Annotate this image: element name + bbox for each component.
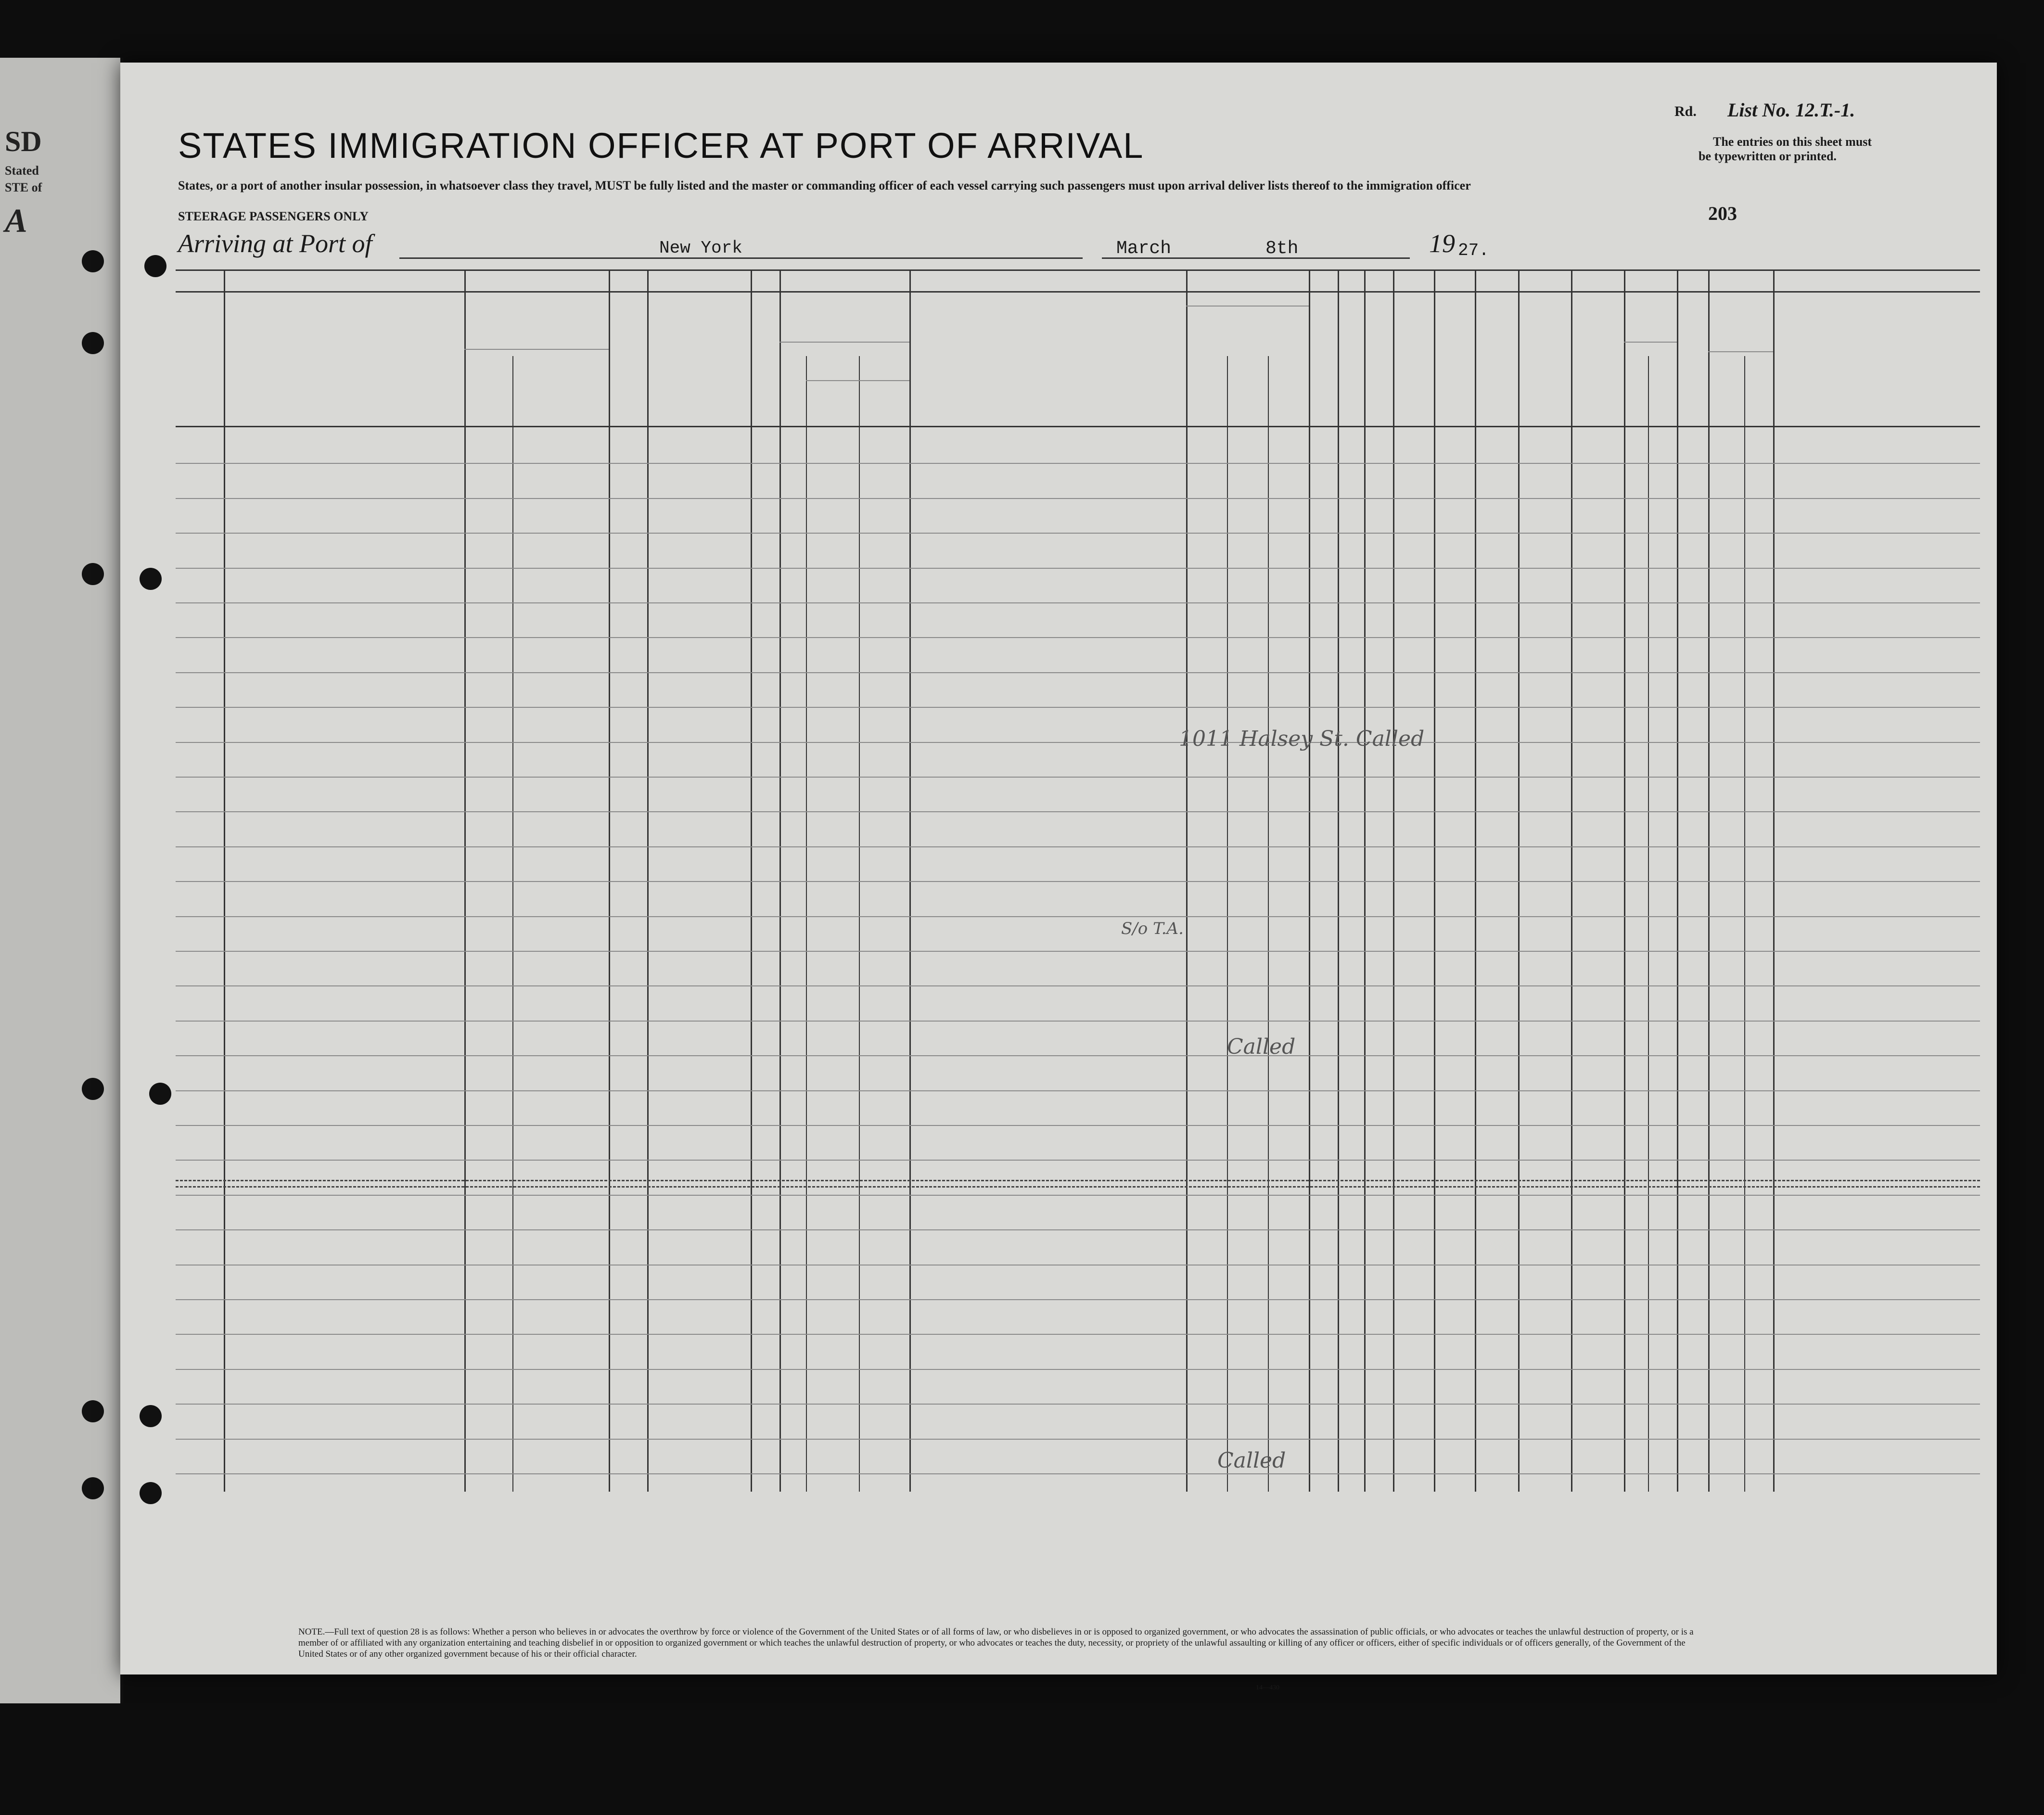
row-rule <box>176 1195 1980 1196</box>
manifest-table <box>176 269 1980 1492</box>
header-prison <box>1311 298 1335 423</box>
column-rule <box>609 269 610 1492</box>
arriving-label: Arriving at Port of <box>178 229 372 258</box>
column-rule <box>1434 269 1435 1492</box>
footer-note: NOTE.—Full text of question 28 is as follows: Whether a person who believes in or advocates the overthrow by force or violence of the Government of the United States or of all forms of law, or who disbelieves in or is opposed to organized government, or who advocates the assassination of public officials, or who advocates or teaches the unlawful destruction of property, or is a member of or affiliated with any organization entertaining and teaching disbelief in or opposition to organized government or which teaches the unlawful destruction of property, or who advocates or teaches the duty, necessity, or propriety of the unlawful assaulting or killing of any officer or officers, either of specific individuals or of officers generally, of the Government of the United States or of any other organized government because of his or their official character. <box>298 1627 1694 1659</box>
row-rule <box>176 951 1980 952</box>
binding-hole <box>82 332 104 354</box>
row-rule <box>176 846 1980 847</box>
previous-page-strip <box>0 58 123 1703</box>
row-rule <box>176 1055 1980 1056</box>
header-inches <box>1650 380 1670 423</box>
arrival-line <box>178 224 1489 262</box>
margin-ste-of: STE of <box>5 180 42 194</box>
column-rule <box>1309 269 1310 1492</box>
passenger-class: STEERAGE PASSENGERS ONLY <box>178 209 369 223</box>
list-number: List No. 12.T.-1. <box>1727 99 1855 121</box>
header-ticket <box>616 298 640 423</box>
page-title: STATES IMMIGRATION OFFICER AT PORT OF ARRIVAL <box>178 126 1144 166</box>
column-number-rule <box>176 291 1980 293</box>
binding-hole <box>140 568 162 590</box>
header-deported <box>1477 298 1513 423</box>
row-rule <box>176 742 1980 743</box>
row-rule <box>176 1160 1980 1161</box>
row-rule <box>176 637 1980 638</box>
row-rule <box>176 916 1980 917</box>
column-rule <box>1773 269 1775 1492</box>
typewritten-note-2: be typewritten or printed. <box>1699 149 1837 163</box>
column-rule <box>647 269 649 1492</box>
column-rule <box>1364 269 1366 1492</box>
column-rule <box>1677 269 1678 1492</box>
arrival-month: March <box>1116 238 1172 259</box>
row-rule <box>176 1439 1980 1440</box>
group-separator <box>176 1180 1980 1188</box>
list-rd: Rd. <box>1674 103 1697 119</box>
row-rule <box>176 602 1980 603</box>
header-offer-solicitation <box>1436 298 1472 423</box>
row-rule <box>176 1369 1980 1370</box>
row-rule <box>176 1090 1980 1091</box>
margin-sd: SD <box>5 126 42 157</box>
column-rule <box>1571 269 1572 1492</box>
binding-hole <box>82 1477 104 1499</box>
row-rule <box>176 463 1980 464</box>
sub-column-rule <box>806 356 807 1492</box>
sub-column-rule <box>1268 356 1269 1492</box>
column-rule <box>1338 269 1339 1492</box>
header-return-country <box>1191 313 1225 423</box>
header-fifty-dollars <box>755 298 775 423</box>
header-feet <box>1626 380 1646 423</box>
handwritten-note-row18: Called <box>1227 1035 1296 1059</box>
row-rule <box>176 533 1980 534</box>
color-rule <box>1708 351 1773 352</box>
binding-hole <box>82 563 104 585</box>
header-become-citizen <box>1273 313 1306 423</box>
binding-hole <box>144 255 166 277</box>
margin-stated: Stated <box>5 164 39 178</box>
row-rule <box>176 1334 1980 1335</box>
column-rule <box>1186 269 1188 1492</box>
row-rule <box>176 1404 1980 1405</box>
header-anarchist <box>1368 298 1390 423</box>
row-rule <box>176 498 1980 499</box>
sub-column-rule <box>1227 356 1228 1492</box>
row-rule <box>176 1021 1980 1022</box>
header-overthrow <box>1395 298 1431 423</box>
row-rule <box>176 777 1980 778</box>
binding-hole <box>140 1405 162 1427</box>
row-rule <box>176 1229 1980 1230</box>
row-rule <box>176 1299 1980 1300</box>
before-us-rule <box>779 342 909 343</box>
manifest-page <box>120 63 1997 1691</box>
arrival-port: New York <box>659 238 742 258</box>
column-rule <box>464 269 466 1492</box>
page-subtitle: States, or a port of another insular possession, in whatsoever class they travel, MUST be fully listed and the master or commanding officer of each vessel carrying such passengers must upon arrival deliver lists thereof to the immigration officer <box>178 179 1471 192</box>
typewritten-note-1: The entries on this sheet must <box>1713 135 1872 149</box>
arrival-year-prefix: 19 <box>1429 229 1455 258</box>
row-rule <box>176 568 1980 569</box>
sub-column-rule <box>1744 356 1745 1492</box>
height-rule <box>1624 342 1677 343</box>
column-rule <box>1708 269 1710 1492</box>
arrival-day: 8th <box>1265 238 1299 259</box>
column-rule <box>1624 269 1625 1492</box>
header-polygamist <box>1340 298 1362 423</box>
row-rule <box>176 1125 1980 1126</box>
sub-column-rule <box>859 356 860 1492</box>
binding-hole <box>140 1482 162 1504</box>
sub-column-rule <box>512 356 513 1492</box>
purpose-rule <box>1186 306 1309 307</box>
row-rule <box>176 811 1980 812</box>
arrival-year-suffix: 27. <box>1458 241 1489 260</box>
sub-column-rule <box>1648 356 1649 1492</box>
form-number: 14—430 <box>1256 1684 1279 1691</box>
header-length-of-time <box>1232 313 1265 423</box>
row-rule <box>176 672 1980 673</box>
column-rule <box>224 269 225 1492</box>
binding-hole <box>82 1078 104 1100</box>
margin-a: A <box>5 203 27 240</box>
column-rule <box>1393 269 1394 1492</box>
handwritten-note-row30: Called <box>1217 1448 1286 1473</box>
row-rule <box>176 985 1980 986</box>
handwritten-note-row9: 1011 Halsey St. Called <box>1179 727 1425 751</box>
if-yes-rule <box>806 380 909 381</box>
binding-hole <box>82 1400 104 1422</box>
row-rule <box>176 1473 1980 1474</box>
column-rule <box>909 269 911 1492</box>
binding-hole <box>82 250 104 272</box>
header-bottom-rule <box>176 426 1980 427</box>
final-destination-rule <box>464 349 609 350</box>
column-rule <box>1475 269 1476 1492</box>
row-rule <box>176 707 1980 708</box>
column-rule <box>779 269 781 1492</box>
page-number: 203 <box>1708 203 1737 224</box>
column-rule <box>1518 269 1520 1492</box>
row-rule <box>176 881 1980 882</box>
binding-hole <box>149 1083 171 1105</box>
table-top-rule <box>176 269 1980 271</box>
column-rule <box>751 269 752 1492</box>
handwritten-note-row14: S/o T.A. <box>1121 919 1184 938</box>
